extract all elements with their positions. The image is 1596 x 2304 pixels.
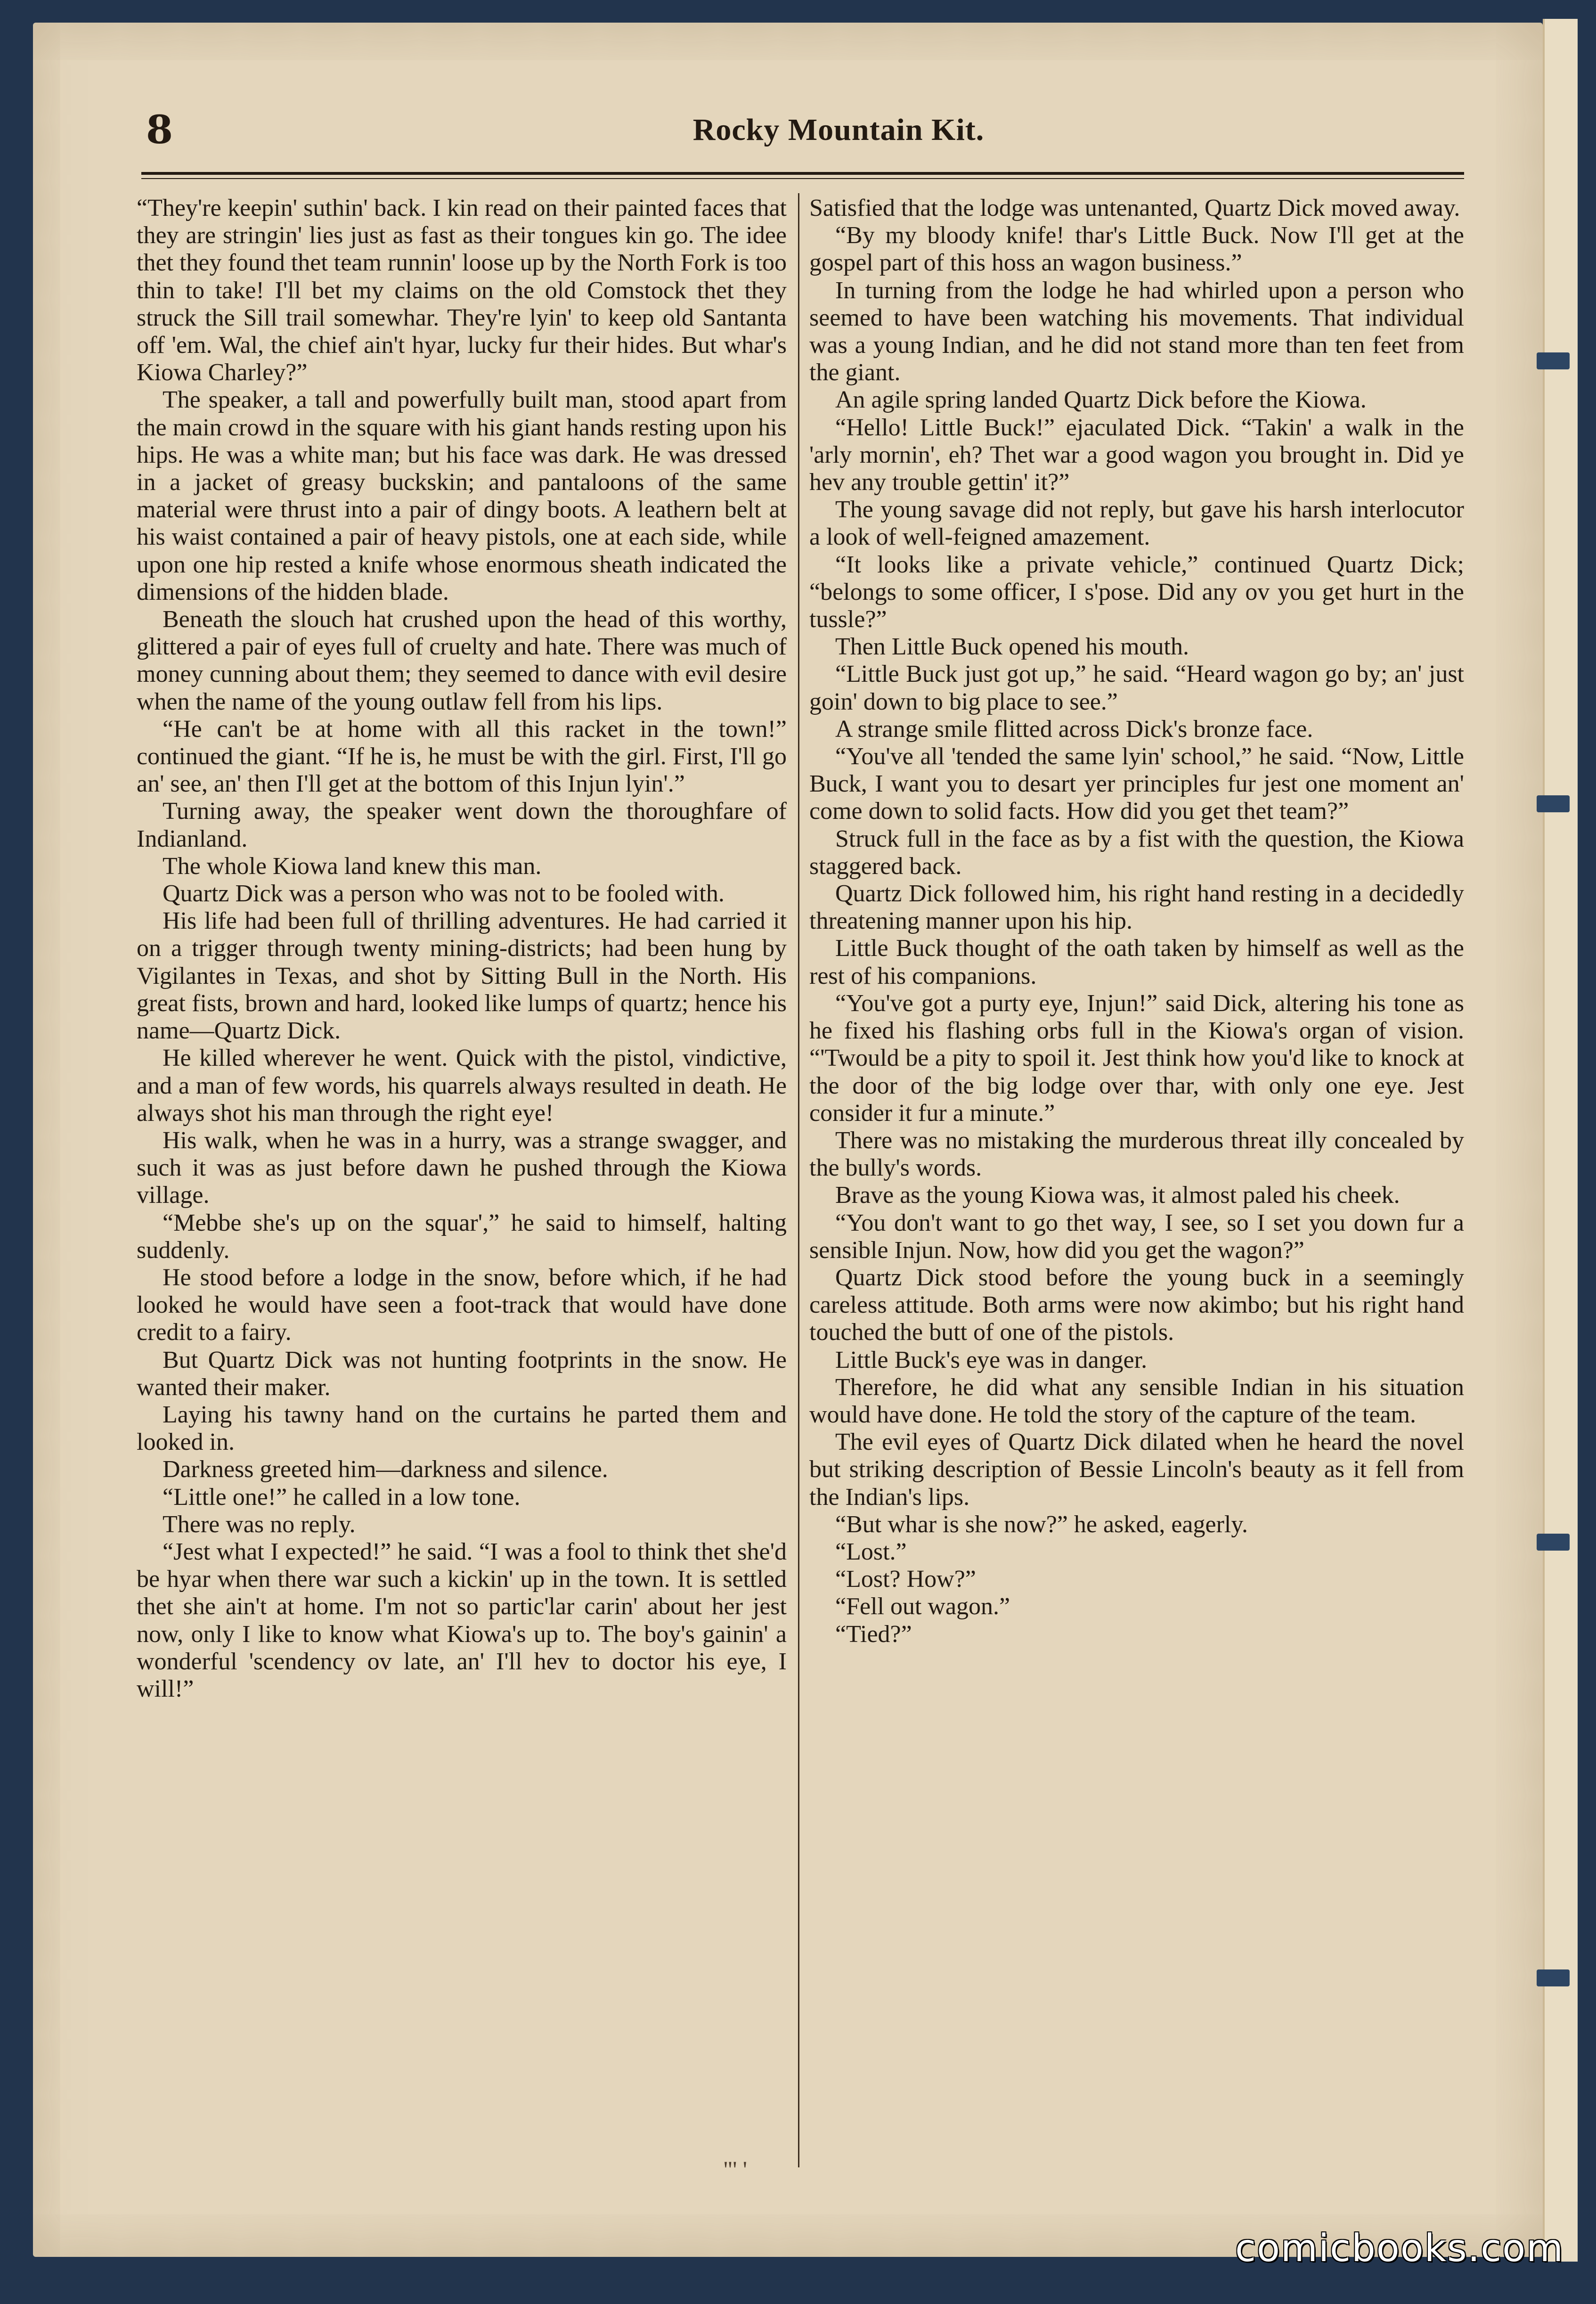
paragraph: “They're keepin' suthin' back. I kin read on their painted faces that they are stringin' lies just as fast as their tongues kin go. The idee thet they found thet team runnin' loose up by the North Fork is too thin to take! I'll bet my claims on the old Comstock thet they struck the Sill trail somewhar. They're lyin' to keep old Santanta off 'em. Wal, the chief ain't hyar, lucky fur their hides. But whar's Kiowa Charley?” bbox=[137, 195, 787, 386]
paragraph: The speaker, a tall and powerfully built man, stood apart from the main crowd in the square with his giant hands resting upon his hips. He was a white man; but his face was dark. He was dressed in a jacket of greasy buckskin; and pantaloons of the same material were thrust into a pair of dingy boots. A leathern belt at his waist contained a pair of heavy pistols, one at each side, while upon one hip rested a knife whose enormous sheath indicated the dimensions of the hidden blade. bbox=[137, 386, 787, 605]
paragraph: Darkness greeted him—darkness and silence. bbox=[163, 1456, 608, 1483]
paragraph: Beneath the slouch hat crushed upon the head of this worthy, glittered a pair of eyes full of cruelty and hate. There was much of money cunning about them; they seemed to dance with evil desire when the name of the young outlaw fell from his lips. bbox=[137, 606, 787, 715]
paragraph: Struck full in the face as by a fist with the question, the Kiowa staggered back. bbox=[809, 825, 1464, 880]
paragraph: He killed wherever he went. Quick with the pistol, vindictive, and a man of few words, his quarrels always resulted in death. He always shot his man through the right eye! bbox=[137, 1045, 787, 1127]
paragraph: “Hello! Little Buck!” ejaculated Dick. “Takin' a walk in the 'arly mornin', eh? Thet war a good wagon you brought in. Did ye hev any trouble gettin' it?” bbox=[809, 414, 1464, 496]
paragraph: Quartz Dick stood before the young buck in a seemingly careless attitude. Both arms were now akimbo; but his right hand touched the butt of one of the pistols. bbox=[809, 1264, 1464, 1346]
paragraph: There was no mistaking the murderous threat illy concealed by the bully's words. bbox=[809, 1127, 1464, 1182]
header-rule-thin bbox=[141, 178, 1464, 179]
paragraph: Little Buck thought of the oath taken by himself as well as the rest of his companions. bbox=[809, 935, 1464, 989]
binding-stitch bbox=[1537, 1969, 1570, 1986]
paragraph: “But whar is she now?” he asked, eagerly. bbox=[835, 1511, 1248, 1538]
paragraph: He stood before a lodge in the snow, before which, if he had looked he would have seen a foot-track that would have done credit to a fairy. bbox=[137, 1264, 787, 1346]
paragraph: The whole Kiowa land knew this man. bbox=[163, 852, 542, 880]
paragraph: Little Buck's eye was in danger. bbox=[835, 1346, 1148, 1373]
paragraph: “Lost? How?” bbox=[835, 1566, 976, 1593]
printer-folio-mark: "' ' bbox=[723, 2156, 747, 2182]
binding-stitch bbox=[1537, 795, 1570, 812]
page-number: 8 bbox=[146, 107, 173, 153]
paragraph: There was no reply. bbox=[163, 1511, 356, 1538]
paragraph: Satisfied that the lodge was untenanted, Quartz Dick moved away. bbox=[809, 195, 1460, 221]
paragraph: Then Little Buck opened his mouth. bbox=[835, 633, 1189, 661]
watermark: comicbooks.com bbox=[1235, 2226, 1564, 2270]
paragraph: The young savage did not reply, but gave his harsh interlocutor a look of well-feigned amazement. bbox=[809, 496, 1464, 551]
paragraph: His walk, when he was in a hurry, was a strange swagger, and such it was as just before dawn he pushed through the Kiowa village. bbox=[137, 1127, 787, 1209]
paragraph: Quartz Dick was a person who was not to be fooled with. bbox=[163, 880, 725, 907]
paragraph: But Quartz Dick was not hunting footprints in the snow. He wanted their maker. bbox=[137, 1346, 787, 1401]
paragraph: Therefore, he did what any sensible Indian in his situation would have done. He told the story of the capture of the team. bbox=[809, 1373, 1464, 1428]
paragraph: The evil eyes of Quartz Dick dilated when he heard the novel but striking description of Bessie Lincoln's beauty as it fell from the Indian's lips. bbox=[809, 1429, 1464, 1511]
paragraph: Laying his tawny hand on the curtains he parted them and looked in. bbox=[137, 1401, 787, 1456]
running-title: Rocky Mountain Kit. bbox=[692, 113, 985, 147]
paragraph: “By my bloody knife! thar's Little Buck. Now I'll get at the gospel part of this hoss an wagon business.” bbox=[809, 222, 1464, 277]
paragraph: “You've all 'tended the same lyin' school,” he said. “Now, Little Buck, I want you to desart yer principles fur jest one moment an' come down to solid facts. How did you get thet team?” bbox=[809, 743, 1464, 825]
paragraph: “Lost.” bbox=[835, 1538, 907, 1565]
binding-stitch bbox=[1537, 352, 1570, 369]
paragraph: “Little Buck just got up,” he said. “Heard wagon go by; an' just goin' down to big place to see.” bbox=[809, 661, 1464, 715]
paragraph: “Fell out wagon.” bbox=[835, 1593, 1010, 1620]
paragraph: His life had been full of thrilling adventures. He had carried it on a trigger through twenty mining-districts; had been hung by Vigilantes in Texas, and shot by Sitting Bull in the North. His great fists, brown and hard, looked like lumps of quartz; hence his name—Quartz Dick. bbox=[137, 907, 787, 1045]
right-column bbox=[809, 195, 1464, 1648]
paragraph: “Tied?” bbox=[835, 1620, 912, 1648]
paragraph: Turning away, the speaker went down the thoroughfare of Indianland. bbox=[137, 798, 787, 852]
header-rule bbox=[141, 172, 1464, 175]
paragraph: A strange smile flitted across Dick's bronze face. bbox=[835, 715, 1313, 743]
paragraph: “Mebbe she's up on the squar',” he said to himself, halting suddenly. bbox=[137, 1209, 787, 1264]
paragraph: “He can't be at home with all this racket in the town!” continued the giant. “If he is, he must be with the girl. First, I'll go an' see, an' then I'll get at the bottom of this Injun lyin'.” bbox=[137, 715, 787, 798]
column-divider bbox=[798, 193, 799, 2167]
paragraph: Quartz Dick followed him, his right hand resting in a decidedly threatening manner upon his hip. bbox=[809, 880, 1464, 935]
paragraph: “Jest what I expected!” he said. “I was a fool to think thet she'd be hyar when there war such a kickin' up in the town. It is settled thet she ain't at home. I'm not so partic'lar carin' about her jest now, only I like to know what Kiowa's up to. The boy's gainin' a wonderful 'scendency ov late, an' I'll hev to doctor his eye, I will!” bbox=[137, 1538, 787, 1702]
left-column bbox=[137, 195, 787, 1703]
paragraph: “It looks like a private vehicle,” continued Quartz Dick; “belongs to some officer, I s'pose. Did any ov you get hurt in the tussle?” bbox=[809, 551, 1464, 633]
paragraph: “Little one!” he called in a low tone. bbox=[163, 1483, 521, 1511]
paragraph: Brave as the young Kiowa was, it almost paled his cheek. bbox=[835, 1182, 1400, 1209]
paragraph: “You've got a purty eye, Injun!” said Dick, altering his tone as he fixed his flashing orbs full in the Kiowa's organ of vision. “'Twould be a pity to spoil it. Jest think how you'd like to knock at the door of the big lodge over thar, with only one eye. Jest consider it fur a minute.” bbox=[809, 989, 1464, 1127]
paragraph: In turning from the lodge he had whirled upon a person who seemed to have been watching his movements. That individual was a young Indian, and he did not stand more than ten feet from the giant. bbox=[809, 277, 1464, 386]
paragraph: “You don't want to go thet way, I see, so I set you down fur a sensible Injun. Now, how did you get the wagon?” bbox=[809, 1209, 1464, 1264]
paragraph: An agile spring landed Quartz Dick before the Kiowa. bbox=[835, 386, 1367, 414]
binding-stitch bbox=[1537, 1534, 1570, 1551]
